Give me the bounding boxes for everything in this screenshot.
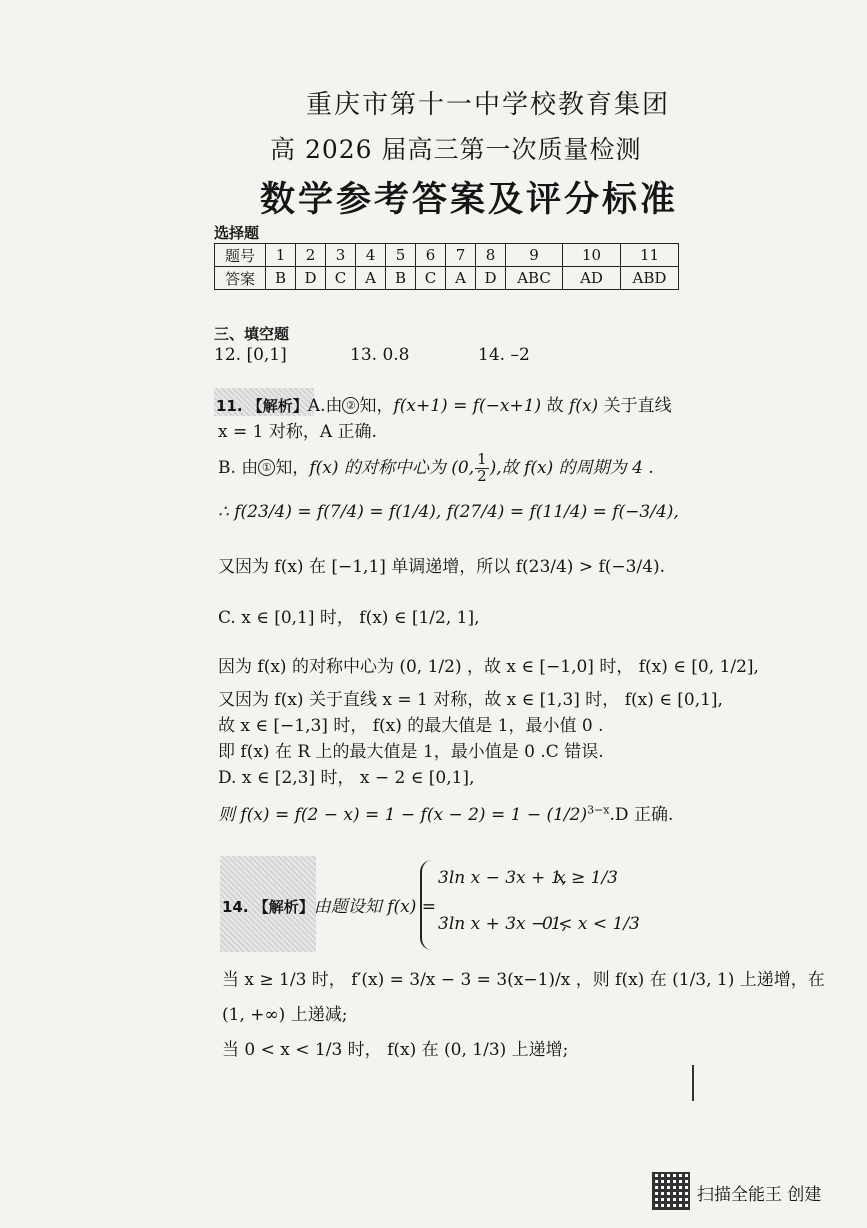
formula: f(x+1) = f(−x+1) [393, 396, 542, 416]
table-cell: 5 [386, 244, 416, 267]
fraction [475, 452, 489, 485]
formula: ),故 f(x) 的周期为 4 . [489, 457, 654, 478]
table-cell: 3 [326, 244, 356, 267]
q11-b-line-1 [218, 452, 654, 485]
table-cell: ABC [506, 267, 563, 290]
numerator: 1 [477, 450, 487, 468]
table-cell: A [356, 267, 386, 290]
formula: f(x) 的对称中心为 (0, [309, 457, 475, 478]
table-cell: 9 [506, 244, 563, 267]
table-cell: 4 [356, 244, 386, 267]
q14-tag-label: 14. 【解析】 [222, 898, 314, 916]
table-row [215, 244, 679, 267]
exponent: 3−x [587, 803, 610, 817]
q11-d-line-1: D. x ∈ [2,3] 时， x − 2 ∈ [0,1], [218, 768, 475, 788]
text: 知， [275, 457, 310, 478]
answer-14: 14. –2 [478, 345, 530, 365]
scanner-watermark: 扫描全能王 创建 [697, 1185, 822, 1205]
formula: 由题设知 f(x) = [313, 897, 436, 917]
table-cell: AD [563, 267, 621, 290]
case-1-cond: x ≥ 1/3 [556, 868, 618, 888]
case-1-expr: 3ln x − 3x + 1, [438, 868, 567, 888]
q11-c-line-5: 即 f(x) 在 R 上的最大值是 1，最小值是 0 .C 错误. [218, 742, 604, 762]
table-cell: B [266, 267, 296, 290]
table-cell: 11 [621, 244, 679, 267]
table-cell: ABD [621, 267, 679, 290]
text: 知， [359, 396, 394, 416]
q11-c-line-4: 故 x ∈ [−1,3] 时， f(x) 的最大值是 1，最小值 0 . [218, 716, 604, 736]
text: 关于直线 [598, 396, 672, 416]
circle-2-icon: ② [342, 397, 359, 414]
text: 故 [541, 396, 570, 416]
text: B. 由 [218, 457, 259, 478]
table-cell: 1 [266, 244, 296, 267]
table-row [215, 267, 679, 290]
q14-line-2: (1, +∞) 上递减; [222, 1005, 348, 1025]
table-cell: 8 [476, 244, 506, 267]
table-cell: 2 [296, 244, 326, 267]
circle-1-icon: ① [258, 459, 275, 476]
denominator: 2 [477, 466, 487, 485]
q11-line-1 [216, 391, 672, 416]
q11-tag: 11. 【解析】 [216, 397, 308, 415]
table-cell: A [446, 267, 476, 290]
choice-answer-table [214, 243, 679, 290]
row-label: 答案 [215, 267, 266, 290]
q14-line-3: 当 0 < x < 1/3 时， f(x) 在 (0, 1/3) 上递增; [222, 1040, 569, 1060]
case-2-expr: 3ln x + 3x − 1, [438, 914, 567, 934]
text: .D 正确. [609, 805, 674, 825]
q11-c-line-1: C. x ∈ [0,1] 时， f(x) ∈ [1/2, 1], [218, 608, 480, 628]
q14-tag [222, 892, 436, 917]
q14-line-1: 当 x ≥ 1/3 时， f′(x) = 3/x − 3 = 3(x−1)/x ，则 f(x) 在 (1/3, 1) 上递增，在 [222, 970, 825, 990]
case-2-cond: 0 < x < 1/3 [542, 914, 640, 934]
qr-code-icon [652, 1172, 690, 1210]
q11-b-line-2: ∴ f(23/4) = f(7/4) = f(1/4), f(27/4) = f(11/4) = f(−3/4), [218, 502, 679, 522]
table-cell: 10 [563, 244, 621, 267]
choice-section-label: 选择题 [214, 224, 260, 242]
q11-line-2: x = 1 对称，A 正确. [218, 422, 377, 442]
table-cell: C [326, 267, 356, 290]
table-cell: 7 [446, 244, 476, 267]
table-cell: 6 [416, 244, 446, 267]
school-name: 重庆市第十一中学校教育集团 [306, 90, 671, 120]
table-cell: D [476, 267, 506, 290]
row-label: 题号 [215, 244, 266, 267]
text: A.由 [307, 396, 343, 416]
q11-c-line-2: 因为 f(x) 的对称中心为 (0, 1/2) ，故 x ∈ [−1,0] 时， f(x) ∈ [0, 1/2], [218, 657, 759, 677]
q11-d-line-2 [218, 800, 673, 825]
divider [692, 1065, 694, 1101]
q11-b-line-3: 又因为 f(x) 在 [−1,1] 单调递增，所以 f(23/4) > f(−3/4). [218, 557, 666, 577]
page-title: 数学参考答案及评分标准 [260, 180, 679, 220]
q11-c-line-3: 又因为 f(x) 关于直线 x = 1 对称，故 x ∈ [1,3] 时， f(x) ∈ [0,1], [218, 690, 723, 710]
table-cell: B [386, 267, 416, 290]
table-cell: C [416, 267, 446, 290]
table-cell: D [296, 267, 326, 290]
answer-13: 13. 0.8 [350, 345, 410, 365]
formula: f(x) [569, 396, 599, 416]
answer-12: 12. [0,1] [214, 345, 287, 365]
fill-section-label: 三、填空题 [214, 325, 290, 343]
formula: 则 f(x) = f(2 − x) = 1 − f(x − 2) = 1 − (1/2) [218, 805, 588, 825]
exam-name: 高 2026 届高三第一次质量检测 [270, 135, 642, 164]
brace-icon [420, 860, 436, 950]
